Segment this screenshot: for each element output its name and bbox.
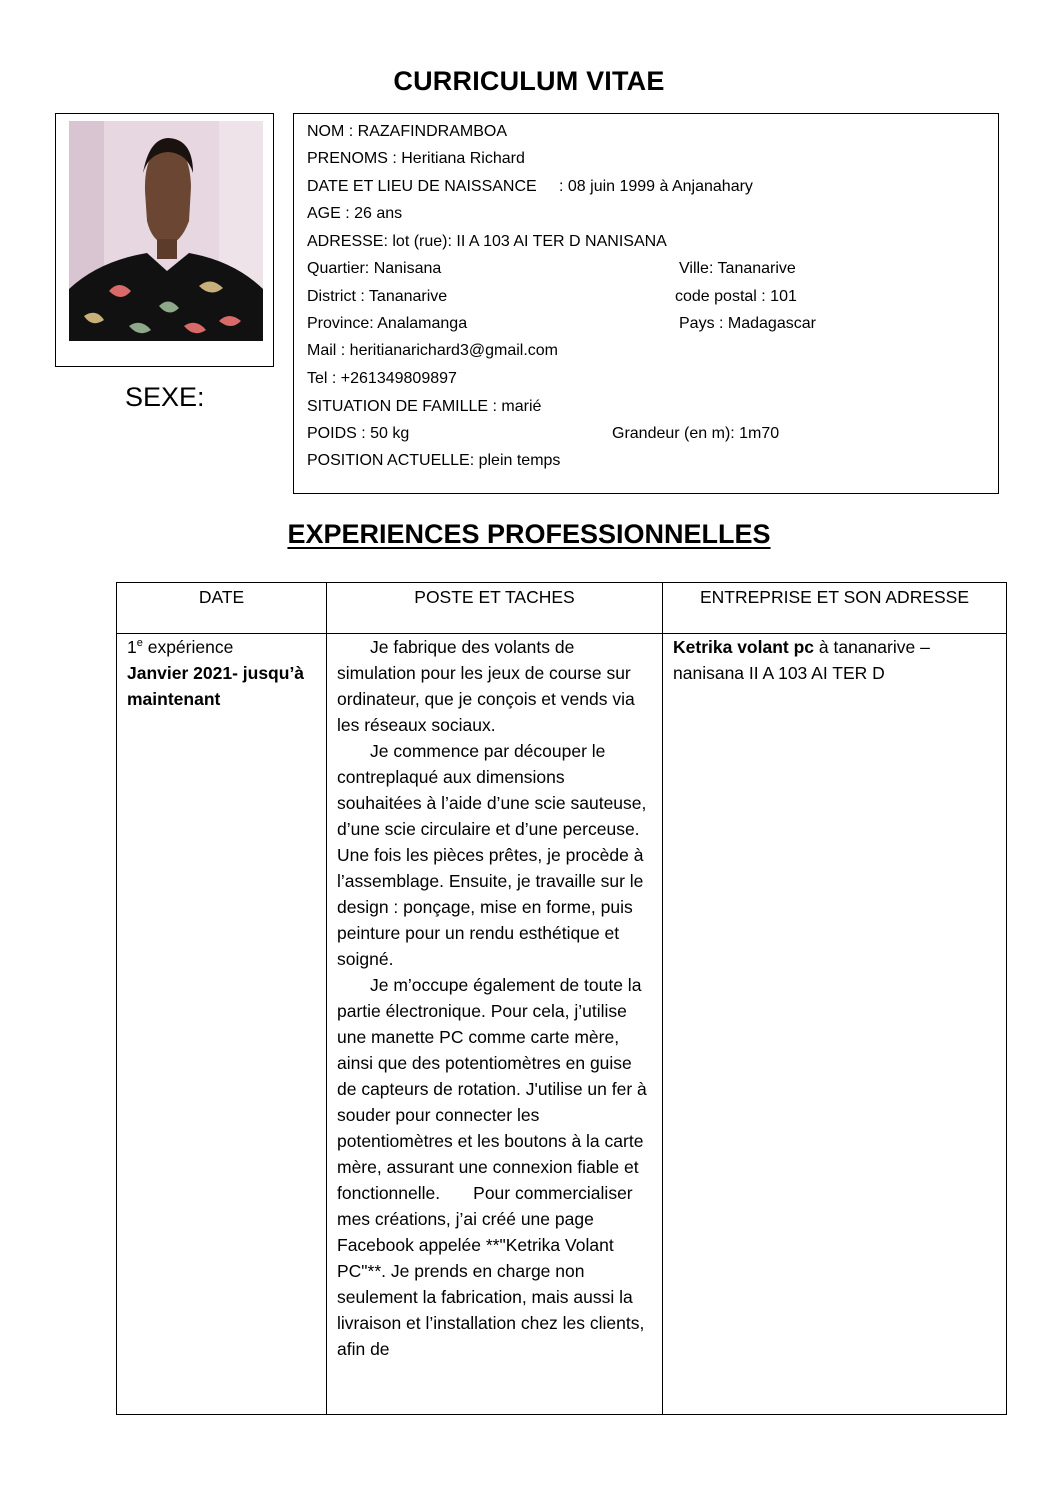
mail: Mail : heritianarichard3@gmail.com	[307, 342, 558, 359]
page-title: CURRICULUM VITAE	[393, 66, 665, 96]
table-header-row	[117, 583, 1007, 634]
tel: Tel : +261349809897	[307, 370, 457, 387]
table-row	[117, 634, 1007, 1415]
position-actuelle: POSITION ACTUELLE: plein temps	[307, 452, 561, 469]
header-date: DATE	[117, 583, 327, 634]
header-entreprise: ENTREPRISE ET SON ADRESSE	[663, 583, 1007, 634]
prenoms: PRENOMS : Heritiana Richard	[307, 150, 525, 167]
experiences-title: EXPERIENCES PROFESSIONNELLES	[287, 519, 771, 549]
adresse: ADRESSE: lot (rue): II A 103 AI TER D NANISANA	[307, 233, 667, 250]
tasks-cell	[327, 634, 663, 1415]
company-cell	[663, 634, 1007, 1415]
grandeur: Grandeur (en m): 1m70	[612, 425, 780, 442]
profile-photo	[69, 121, 263, 341]
district: District : Tananarive	[307, 288, 448, 305]
personal-info-box	[293, 113, 999, 494]
tasks-paragraph: Je fabrique des volants de simulation pour les jeux de course sur ordinateur, que je conçois et vends via les réseaux sociaux.	[337, 637, 635, 735]
poids: POIDS : 50 kg	[307, 425, 410, 442]
situation-famille: SITUATION DE FAMILLE : marié	[307, 398, 542, 415]
date-cell	[117, 634, 327, 1415]
tasks-paragraph: Je m’occupe également de toute la partie électronique. Pour cela, j’utilise une manette PC comme carte mère, ainsi que des potentiomètres en guise de capteurs de rotation. J'utilise un fer à souder pour connecter les potentiomètres et les boutons à la carte mère, assurant une connexion fiable et fonctionnelle. Pour commercialiser mes créations, j’ai créé une page Facebook appelée **"Ketrika Volant PC"**. Je prends en charge non seulement la fabrication, mais aussi la livraison et l’installation chez les clients, afin de	[337, 975, 647, 1359]
experience-table	[116, 582, 1007, 1415]
nom: NOM : RAZAFINDRAMBOA	[307, 123, 508, 140]
experience-period: Janvier 2021- jusqu’à maintenant	[127, 663, 305, 709]
photo-frame	[55, 113, 274, 367]
naissance-value: : 08 juin 1999 à Anjanahary	[559, 178, 753, 195]
code-postal: code postal : 101	[675, 288, 797, 305]
pays: Pays : Madagascar	[679, 315, 816, 332]
quartier: Quartier: Nanisana	[307, 260, 442, 277]
ville: Ville: Tananarive	[679, 260, 796, 277]
company-info: Ketrika volant pc à tananarive – nanisana II A 103 AI TER D	[673, 637, 930, 683]
naissance-label: DATE ET LIEU DE NAISSANCE	[307, 178, 537, 195]
province: Province: Analamanga	[307, 315, 468, 332]
age: AGE : 26 ans	[307, 205, 403, 222]
header-poste: POSTE ET TACHES	[327, 583, 663, 634]
experience-number: 1e expérience	[127, 637, 234, 657]
tasks-paragraph: Je commence par découper le contreplaqué aux dimensions souhaitées à l’aide d’une scie sauteuse, d’une scie circulaire et d’une perceuse. Une fois les pièces prêtes, je procède à l’assemblage. Ensuite, je travaille sur le design : ponçage, mise en forme, puis peinture pour un rendu esthétique et soigné.	[337, 741, 647, 969]
sexe-label: SEXE:	[125, 382, 205, 412]
